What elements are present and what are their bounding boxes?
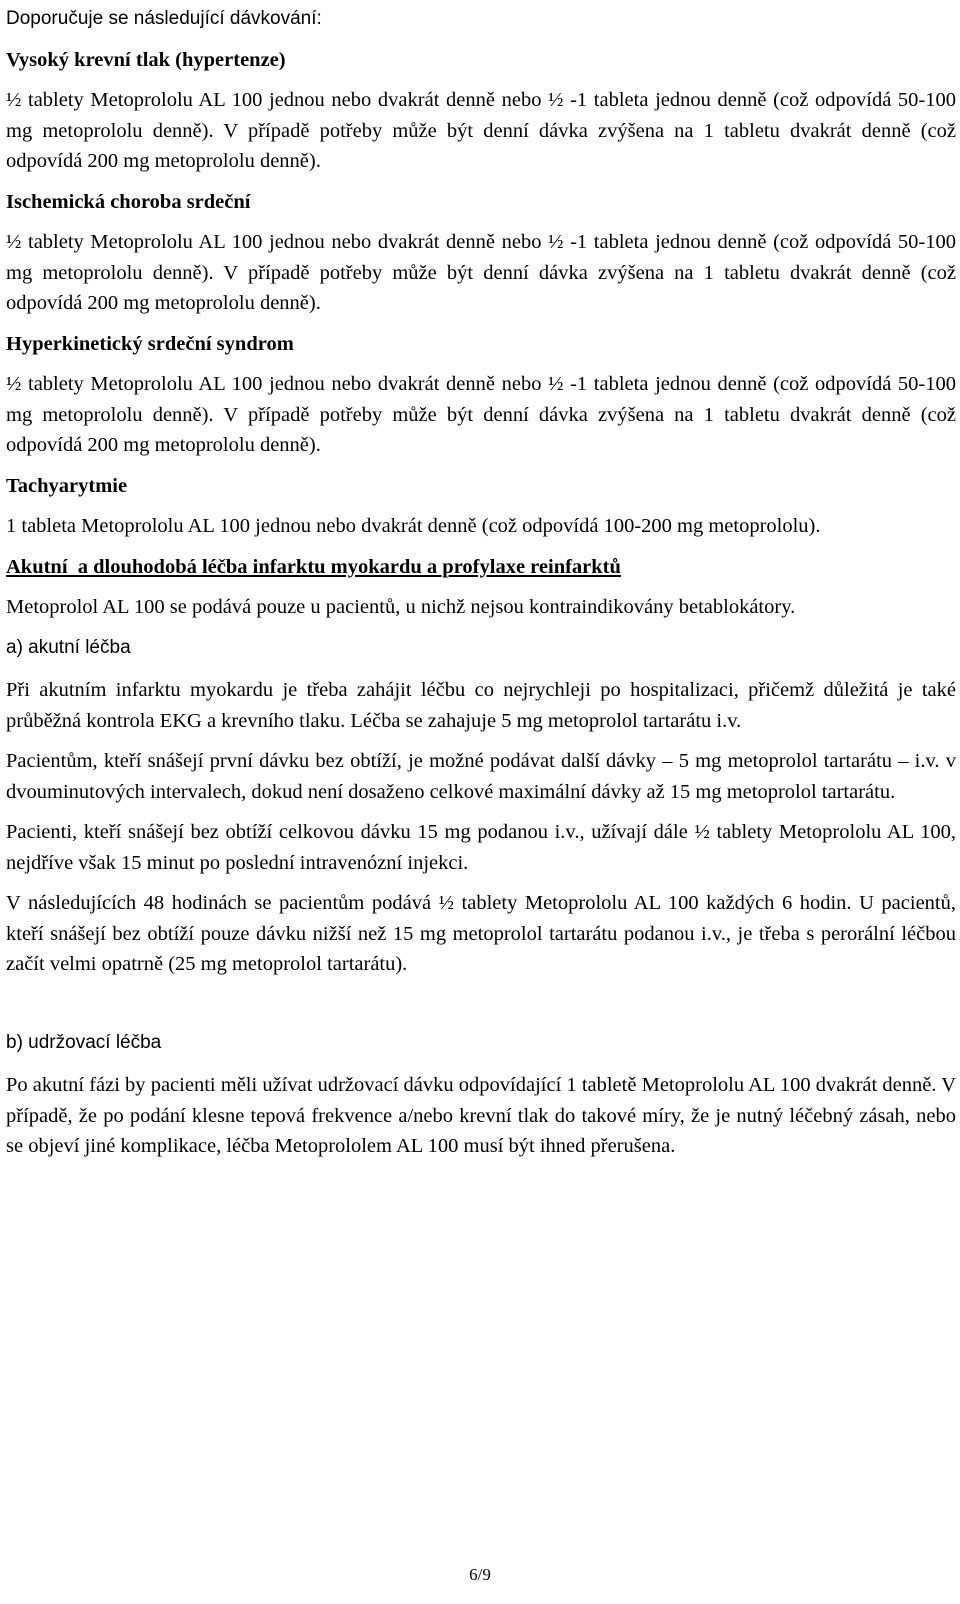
acute-paragraph-3: Pacienti, kteří snášejí bez obtíží celkovou dávku 15 mg podanou i.v., užívají dále ½ tablety Metoprololu AL 100, nejdříve však 15 minut po poslední intravenózní injekci. bbox=[6, 821, 956, 874]
text-tachyarrhythmia: 1 tableta Metoprololu AL 100 jednou nebo dvakrát denně (což odpovídá 100-200 mg metoprololu). bbox=[6, 515, 821, 537]
intro-text: Doporučuje se následující dávkování: bbox=[6, 8, 322, 29]
label-acute-treatment: a) akutní léčba bbox=[6, 636, 131, 658]
heading-hyperkinetic: Hyperkinetický srdeční syndrom bbox=[6, 332, 294, 355]
text-hyperkinetic: ½ tablety Metoprololu AL 100 jednou nebo dvakrát denně nebo ½ -1 tableta jednou denně (což odpovídá 50-100 mg metoprololu denně). V případě potřeby může být denní dávka zvýšena na 1 tabletu dvakrát denně (což odpovídá 200 mg metoprololu denně). bbox=[6, 373, 956, 456]
page-number: 6/9 bbox=[469, 1565, 491, 1584]
heading-ischemic: Ischemická choroba srdeční bbox=[6, 190, 251, 213]
text-ischemic: ½ tablety Metoprololu AL 100 jednou nebo dvakrát denně nebo ½ -1 tableta jednou denně (což odpovídá 50-100 mg metoprololu denně). V případě potřeby může být denní dávka zvýšena na 1 tabletu dvakrát denně (což odpovídá 200 mg metoprololu denně). bbox=[6, 231, 956, 314]
text-maintenance: Po akutní fázi by pacienti měli užívat udržovací dávku odpovídající 1 tabletě Metoprololu AL 100 dvakrát denně. V případě, že po podání klesne tepová frekvence a/nebo krevní tlak do takové míry, že je nutný léčebný zásah, nebo se objeví jiné komplikace, léčba Metoprololem AL 100 musí být ihned přerušena. bbox=[6, 1074, 956, 1157]
acute-paragraph-4: V následujících 48 hodinách se pacientům podává ½ tablety Metoprololu AL 100 každých 6 hodin. U pacientů, kteří snášejí bez obtíží pouze dávku nižší než 15 mg metoprolol tartarátu podanou i.v., je třeba s perorální léčbou začít velmi opatrně (25 mg metoprolol tartarátu). bbox=[6, 892, 956, 975]
acute-paragraph-2: Pacientům, kteří snášejí první dávku bez obtíží, je možné podávat další dávky – 5 mg metoprolol tartarátu – i.v. v dvouminutových intervalech, dokud není dosaženo celkové maximální dávky až 15 mg metoprolol tartarátu. bbox=[6, 750, 956, 803]
text-hypertension: ½ tablety Metoprololu AL 100 jednou nebo dvakrát denně nebo ½ -1 tableta jednou denně (což odpovídá 50-100 mg metoprololu denně). V případě potřeby může být denní dávka zvýšena na 1 tabletu dvakrát denně (což odpovídá 200 mg metoprololu denně). bbox=[6, 89, 956, 172]
heading-hypertension: Vysoký krevní tlak (hypertenze) bbox=[6, 48, 286, 71]
document-page bbox=[6, 0, 956, 1162]
text-infarction: Metoprolol AL 100 se podává pouze u pacientů, u nichž nejsou kontraindikovány betablokátory. bbox=[6, 596, 796, 618]
heading-infarction: Akutní a dlouhodobá léčba infarktu myokardu a profylaxe reinfarktů bbox=[6, 555, 621, 578]
heading-tachyarrhythmia: Tachyarytmie bbox=[6, 474, 128, 497]
acute-paragraph-1: Při akutním infarktu myokardu je třeba zahájit léčbu co nejrychleji po hospitalizaci, přičemž důležitá je také průběžná kontrola EKG a krevního tlaku. Léčba se zahajuje 5 mg metoprolol tartarátu i.v. bbox=[6, 679, 956, 732]
label-maintenance-treatment: b) udržovací léčba bbox=[6, 1031, 162, 1053]
